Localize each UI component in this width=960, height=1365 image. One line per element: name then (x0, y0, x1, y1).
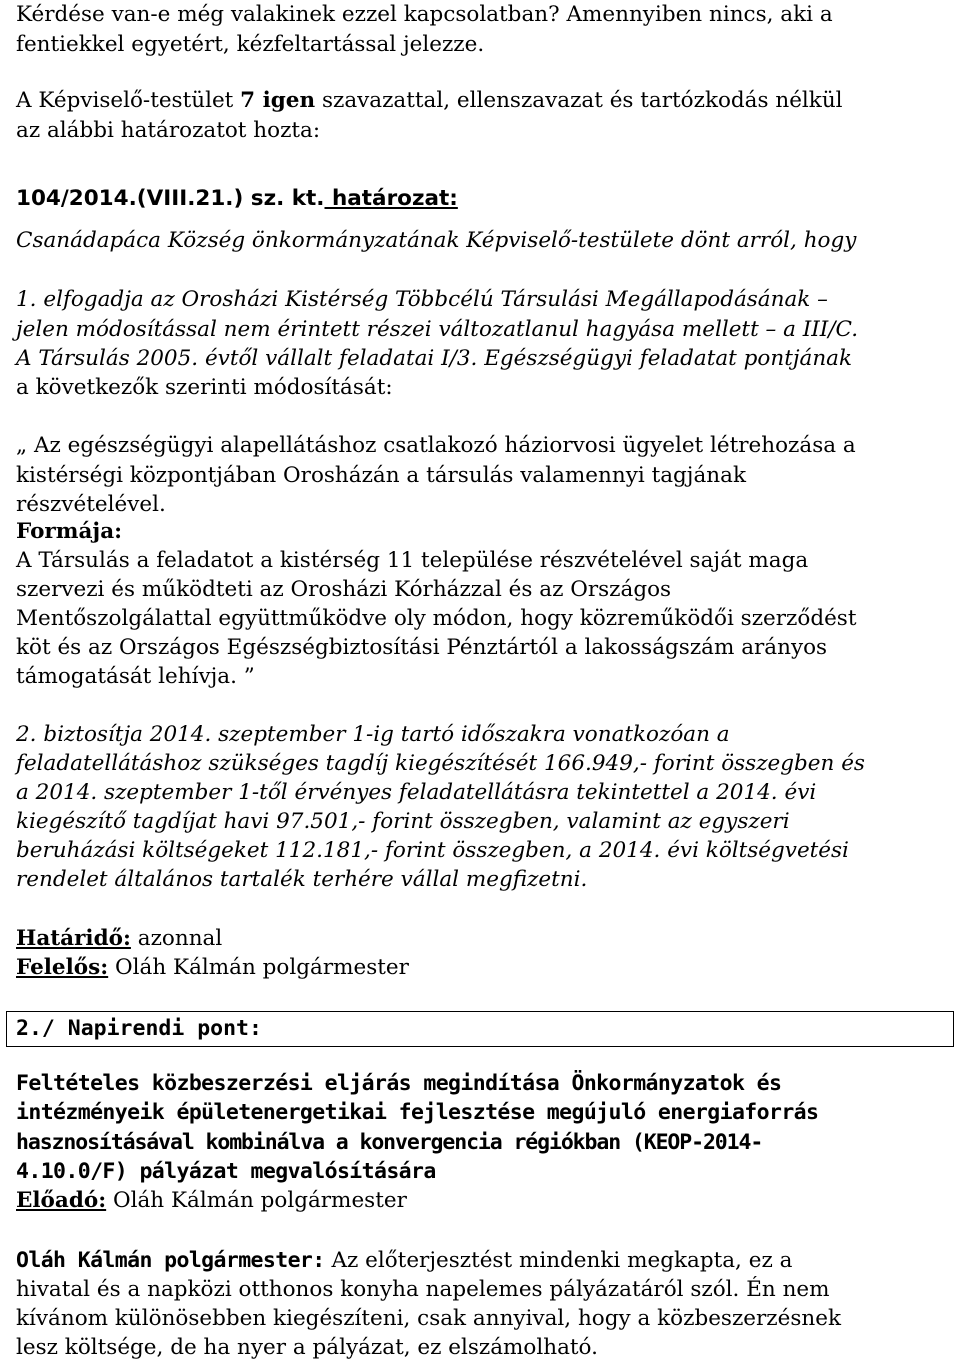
agenda-title-line-2: intézményeik épületenergetikai fejlesztése megújuló energiaforrás (16, 1100, 819, 1125)
form-line-5: támogatását lehívja. ” (16, 664, 255, 689)
intro-line-1: Kérdése van-e még valakinek ezzel kapcsolatban? Amennyiben nincs, aki a (16, 2, 833, 27)
vote-prefix: A Képviselő-testület (16, 88, 241, 113)
speech-line-4: lesz költsége, de ha nyer a pályázat, ez elszámolható. (16, 1335, 598, 1360)
item1-line-3-regular: Egészségügyi feladatat pontjának (477, 346, 853, 371)
presenter-label: Előadó: (16, 1188, 107, 1213)
item1-line-3-italic: A Társulás 2005. évtől vállalt feladatai I/3. (16, 346, 478, 371)
deadline-line (16, 924, 944, 954)
vote-count: 7 igen (240, 88, 316, 113)
responsible-label: Felelős: (16, 955, 109, 980)
form-line-4: köt és az Országos Egészségbiztosítási Pénztártól a lakosságszám arányos (16, 635, 828, 660)
speech-line-3: kívánom különösebben kiegészíteni, csak annyival, hogy a közbeszerzésnek (16, 1306, 841, 1331)
agenda-title-line-4: 4.10.0/F) pályázat megvalósítására (16, 1159, 436, 1184)
item1-line-2: jelen módosítással nem érintett részei változatlanul hagyása mellett – a III/C. (16, 317, 859, 342)
item2-line-4: kiegészítő tagdíjat havi 97.501,- forint összegben, valamint az egyszeri (16, 809, 790, 834)
resolution-heading (16, 184, 944, 214)
resolution-body: Csanádapáca Község önkormányzatának Képviselő-testülete dönt arról, hogy (16, 228, 857, 253)
item1-line-4: a következők szerinti módosítását: (16, 375, 393, 400)
vote-line-2: az alábbi határozatot hozta: (16, 118, 321, 143)
resolution-label: határozat: (324, 186, 458, 211)
intro-line-2: fentiekkel egyetért, kézfeltartással jelezze. (16, 32, 485, 57)
deadline-label: Határidő: (16, 926, 131, 951)
agenda-title-line-3: hasznosításával kombinálva a konvergencia régiókban (KEOP-2014- (16, 1130, 763, 1155)
form-line-2: szervezi és működteti az Orosházi Kórházzal és az Országos (16, 577, 672, 602)
item2-line-1: 2. biztosítja 2014. szeptember 1-ig tartó időszakra vonatkozóan a (16, 722, 730, 747)
responsible-line (16, 953, 944, 983)
form-line-3: Mentőszolgálattal együttműködve oly módon, hogy közreműködői szerződést (16, 606, 857, 631)
form-label: Formája: (16, 519, 123, 544)
speech-line-1-rest: Az előterjesztést mindenki megkapta, ez a (324, 1248, 793, 1273)
presenter-line (16, 1186, 944, 1216)
item1-line-3 (16, 344, 944, 374)
form-line-1: A Társulás a feladatot a kistérség 11 települése részvételével saját maga (16, 548, 809, 573)
vote-suffix: szavazattal, ellenszavazat és tartózkodás nélkül (315, 88, 843, 113)
quote-line-1: „ Az egészségügyi alapellátáshoz csatlakozó háziorvosi ügyelet létrehozása a (16, 433, 856, 458)
speaker-name: Oláh Kálmán polgármester: (16, 1248, 325, 1273)
agenda-heading: 2./ Napirendi pont: (16, 1016, 262, 1041)
vote-line-1 (16, 86, 944, 116)
item2-line-2: feladatellátáshoz szükséges tagdíj kiegészítését 166.949,- forint összegben és (16, 751, 865, 776)
deadline-value: azonnal (130, 926, 223, 951)
resolution-number: 104/2014.(VIII.21.) sz. kt. (16, 186, 325, 211)
item2-line-6: rendelet általános tartalék terhére vállal megfizetni. (16, 867, 588, 892)
quote-line-3: részvételével. (16, 492, 166, 517)
item2-line-3: a 2014. szeptember 1-től érvényes feladatellátásra tekintettel a 2014. évi (16, 780, 817, 805)
item2-line-5: beruházási költségeket 112.181,- forint összegben, a 2014. évi költségvetési (16, 838, 849, 863)
agenda-title-line-1: Feltételes közbeszerzési eljárás megindítása Önkormányzatok és (16, 1071, 782, 1096)
presenter-value: Oláh Kálmán polgármester (106, 1188, 407, 1213)
speech-line-2: hivatal és a napközi otthonos konyha napelemes pályázatáról szól. Én nem (16, 1277, 830, 1302)
item1-line-1: 1. elfogadja az Orosházi Kistérség Többcélú Társulási Megállapodásának – (16, 287, 828, 312)
quote-line-2: kistérségi központjában Orosházán a társulás valamennyi tagjának (16, 463, 746, 488)
responsible-value: Oláh Kálmán polgármester (108, 955, 409, 980)
speech-line-1 (16, 1246, 944, 1276)
